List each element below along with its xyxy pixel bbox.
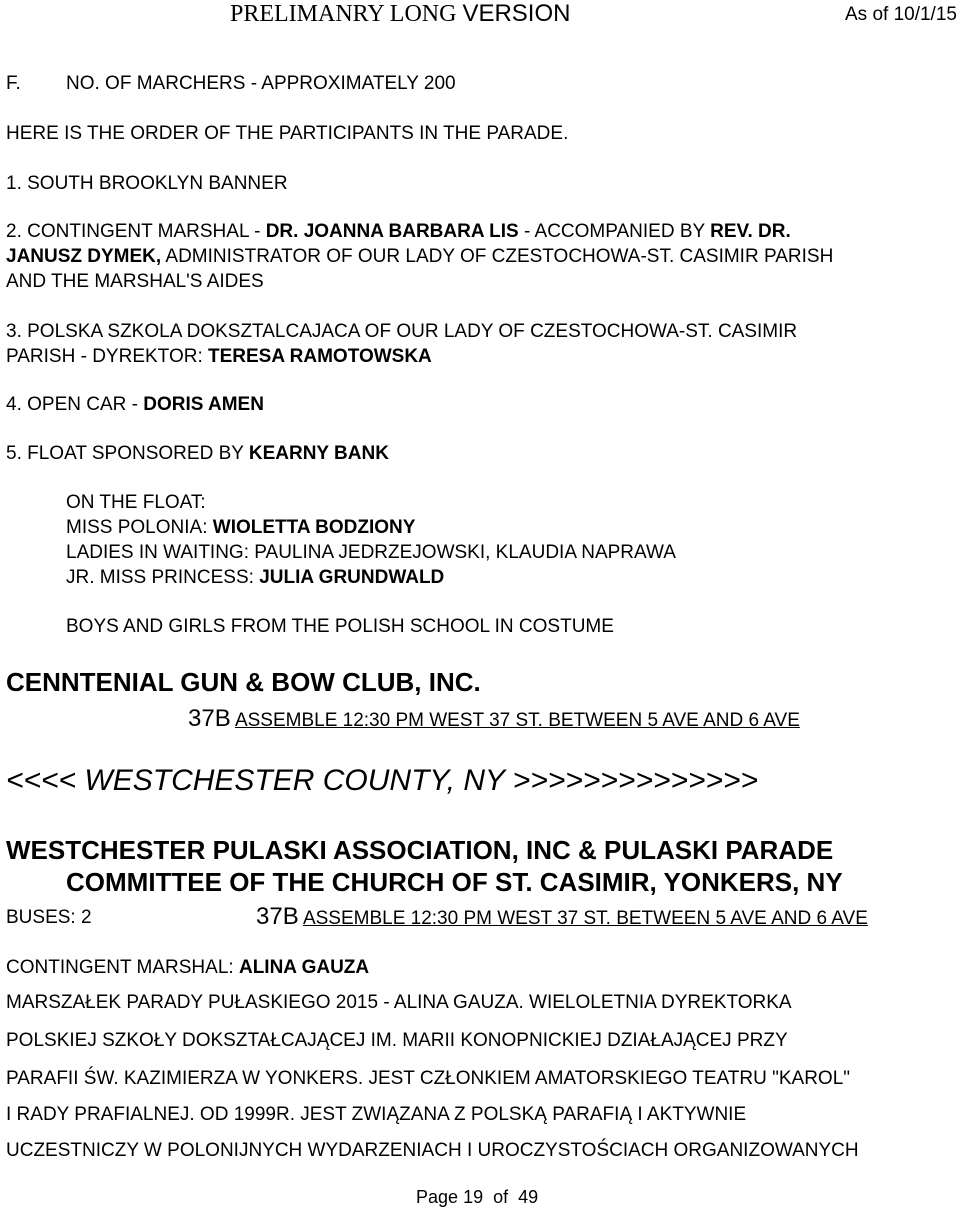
miss-polonia-label: MISS POLONIA: bbox=[66, 517, 213, 538]
item-5 bbox=[6, 443, 389, 465]
header-title-serif: PRELIMANRY LONG bbox=[230, 1, 463, 27]
association-marshal-name: ALINA GAUZA bbox=[238, 957, 370, 978]
footer-of-word: of bbox=[493, 1187, 509, 1207]
polish-paragraph-line: MARSZAŁEK PARADY PUŁASKIEGO 2015 - ALINA GAUZA. WIELOLETNIA DYREKTORKA bbox=[6, 992, 792, 1013]
item-2-line1 bbox=[6, 221, 791, 243]
polish-paragraph-line: I RADY PRAFIALNEJ. OD 1999R. JEST ZWIĄZANA Z POLSKĄ PARAFIĄ I AKTYWNIE bbox=[6, 1104, 747, 1125]
jr-miss-name: JULIA GRUNDWALD bbox=[259, 567, 445, 588]
club-assemble-location: ASSEMBLE 12:30 PM WEST 37 ST. BETWEEN 5 AVE AND 6 AVE bbox=[234, 710, 800, 731]
county-heading: <<<< WESTCHESTER COUNTY, NY >>>>>>>>>>>>>> bbox=[6, 764, 759, 797]
item-2-admin: ADMINISTRATOR OF OUR LADY OF CZESTOCHOWA-ST. CASIMIR PARISH bbox=[161, 246, 834, 267]
item-3-name: TERESA RAMOTOWSKA bbox=[208, 346, 432, 367]
item-4-name: DORIS AMEN bbox=[143, 394, 264, 415]
item-2-marshal-name: DR. JOANNA BARBARA LIS bbox=[265, 221, 519, 242]
buses-count: BUSES: 2 bbox=[6, 907, 92, 928]
boys-and-girls: BOYS AND GIRLS FROM THE POLISH SCHOOL IN COSTUME bbox=[66, 616, 614, 637]
item-1: 1. SOUTH BROOKLYN BANNER bbox=[6, 173, 288, 194]
item-3-line1: 3. POLSKA SZKOLA DOKSZTALCAJACA OF OUR LADY OF CZESTOCHOWA-ST. CASIMIR bbox=[6, 321, 798, 342]
polish-paragraph-line: UCZESTNICZY W POLONIJNYCH WYDARZENIACH I UROCZYSTOŚCIACH ORGANIZOWANYCH bbox=[6, 1140, 859, 1161]
association-code: 37B bbox=[256, 903, 299, 930]
item-2-prefix: 2. CONTINGENT MARSHAL - bbox=[6, 221, 266, 242]
association-line2: COMMITTEE OF THE CHURCH OF ST. CASIMIR, YONKERS, NY bbox=[66, 867, 843, 897]
association-marshal bbox=[6, 957, 369, 979]
page-header-title bbox=[230, 0, 570, 29]
club-code: 37B bbox=[188, 705, 231, 732]
item-3-dyrektor: PARISH - DYREKTOR: bbox=[6, 346, 208, 367]
item-4 bbox=[6, 394, 264, 416]
marchers-count: NO. OF MARCHERS - APPROXIMATELY 200 bbox=[66, 73, 456, 94]
club-name: CENNTENIAL GUN & BOW CLUB, INC. bbox=[6, 667, 481, 697]
footer-page-number: 19 bbox=[463, 1187, 484, 1207]
header-date: As of 10/1/15 bbox=[845, 4, 957, 25]
item-5-sponsor: KEARNY BANK bbox=[248, 443, 389, 464]
header-title-version: VERSION bbox=[462, 0, 571, 27]
jr-miss-label: JR. MISS PRINCESS: bbox=[66, 567, 260, 588]
miss-polonia bbox=[66, 517, 415, 539]
item-5-prefix: 5. FLOAT SPONSORED BY bbox=[6, 443, 249, 464]
club-assembly bbox=[188, 705, 800, 733]
miss-polonia-name: WIOLETTA BODZIONY bbox=[212, 517, 416, 538]
item-2-rev-dr: REV. DR. bbox=[710, 221, 791, 242]
intro-text: HERE IS THE ORDER OF THE PARTICIPANTS IN THE PARADE. bbox=[6, 123, 569, 144]
item-2-line2 bbox=[6, 246, 833, 268]
item-2-accompanied: - ACCOMPANIED BY bbox=[518, 221, 711, 242]
footer-page-word: Page bbox=[416, 1187, 459, 1207]
association-assembly bbox=[256, 903, 868, 931]
ladies-in-waiting: LADIES IN WAITING: PAULINA JEDRZEJOWSKI, KLAUDIA NAPRAWA bbox=[66, 542, 676, 563]
association-marshal-label: CONTINGENT MARSHAL: bbox=[6, 957, 239, 978]
polish-paragraph-line: POLSKIEJ SZKOŁY DOKSZTAŁCAJĄCEJ IM. MARII KONOPNICKIEJ DZIAŁAJĄCEJ PRZY bbox=[6, 1030, 788, 1051]
association-line1: WESTCHESTER PULASKI ASSOCIATION, INC & PULASKI PARADE bbox=[6, 835, 834, 865]
on-float-label: ON THE FLOAT: bbox=[66, 492, 206, 513]
item-2-janusz: JANUSZ DYMEK, bbox=[6, 246, 162, 267]
association-assemble-location: ASSEMBLE 12:30 PM WEST 37 ST. BETWEEN 5 AVE AND 6 AVE bbox=[302, 908, 868, 929]
item-3-line2 bbox=[6, 346, 432, 368]
page-footer bbox=[416, 1187, 538, 1208]
jr-miss-princess bbox=[66, 567, 444, 589]
section-f-letter: F. bbox=[6, 73, 21, 94]
footer-page-total: 49 bbox=[518, 1187, 539, 1207]
item-4-prefix: 4. OPEN CAR - bbox=[6, 394, 144, 415]
polish-paragraph-line: PARAFII ŚW. KAZIMIERZA W YONKERS. JEST CZŁONKIEM AMATORSKIEGO TEATRU "KAROL" bbox=[6, 1068, 851, 1089]
item-2-line3: AND THE MARSHAL'S AIDES bbox=[6, 271, 264, 292]
